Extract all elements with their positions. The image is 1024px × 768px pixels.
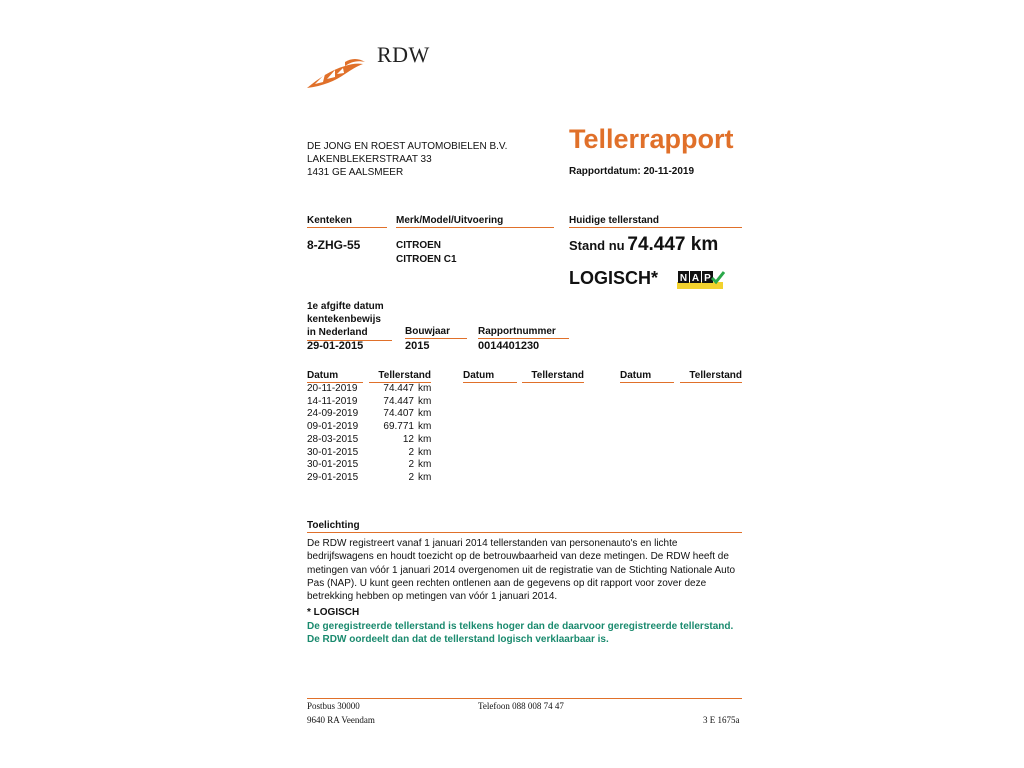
history-stand: 2 <box>408 446 414 458</box>
afgifte-value: 29-01-2015 <box>307 340 364 352</box>
history-datum: 30-01-2015 <box>307 459 359 471</box>
history-stand-header-1: Tellerstand <box>369 370 431 383</box>
history-datum: 30-01-2015 <box>307 446 359 458</box>
footer-plaats: 9640 RA Veendam <box>307 715 375 725</box>
history-row <box>307 459 431 472</box>
bouwjaar-value: 2015 <box>405 340 430 352</box>
history-datum-header-2: Datum <box>463 370 517 383</box>
current-stand <box>569 234 718 256</box>
nap-badge <box>677 270 725 293</box>
history-datum-header-3: Datum <box>620 370 674 383</box>
history-datum: 29-01-2015 <box>307 471 359 483</box>
merk-line-2: CITROEN C1 <box>396 254 457 265</box>
toelichting-label: Toelichting <box>307 520 742 533</box>
logisch-text: De geregistreerde tellerstand is telkens hoger dan de daarvoor geregistreerde tellerstand. De RDW oordeelt dan dat de tellerstand logisch verklaarbaar is. <box>307 621 734 646</box>
footer-postbus: Postbus 30000 <box>307 701 360 711</box>
logo-text: RDW <box>377 42 430 67</box>
logisch-status: LOGISCH* <box>569 268 659 288</box>
merk-label: Merk/Model/Uitvoering <box>396 215 554 228</box>
history-datum: 28-03-2015 <box>307 433 359 445</box>
history-unit: km <box>418 471 432 483</box>
rdw-bird-icon <box>305 48 369 98</box>
history-table <box>307 383 431 485</box>
history-row <box>307 472 431 485</box>
toelichting-text: De RDW registreert vanaf 1 januari 2014 tellerstanden van personenauto's en lichte bedrijfswagens en houdt toezicht op de betrouwbaarheid van deze metingen. De RDW heeft de metingen van vóór 1 januari 2014 overgenomen uit de registratie van de Stichting Nationale Auto Pas (NAP). U kunt geen rechten ontlenen aan de gegevens op dit rapport voor zover deze betrekking hebben op metingen van vóór 1 januari 2014. <box>307 538 736 603</box>
rapportnummer-label: Rapportnummer <box>478 326 569 339</box>
afgifte-label-3: in Nederland <box>307 326 392 341</box>
history-datum-header-1: Datum <box>307 370 363 383</box>
history-unit: km <box>418 395 432 407</box>
sender-line-2: LAKENBLEKERSTRAAT 33 <box>307 154 432 165</box>
history-stand-header-3: Tellerstand <box>680 370 742 383</box>
history-stand: 2 <box>408 471 414 483</box>
history-row <box>307 408 431 421</box>
nap-check-icon <box>677 270 725 290</box>
history-unit: km <box>418 408 432 420</box>
svg-text:A: A <box>691 273 700 284</box>
history-unit: km <box>418 383 432 394</box>
history-stand: 74.447 <box>383 383 414 394</box>
rapportnummer-value: 0014401230 <box>478 340 540 352</box>
footer-telefoon: Telefoon 088 008 74 47 <box>478 701 564 711</box>
history-datum: 09-01-2019 <box>307 421 359 433</box>
footer-code: 3 E 1675a <box>703 715 740 725</box>
history-unit: km <box>418 459 432 471</box>
afgifte-label-1: 1e afgifte datum <box>307 301 384 312</box>
stand-prefix: Stand nu <box>569 238 625 253</box>
bouwjaar-label: Bouwjaar <box>405 326 467 339</box>
stand-value: 74.447 km <box>627 234 719 255</box>
history-unit: km <box>418 433 432 445</box>
history-stand: 69.771 <box>383 421 414 433</box>
kenteken-value: 8-ZHG-55 <box>307 238 361 252</box>
footer-rule <box>307 698 742 699</box>
history-datum: 14-11-2019 <box>307 395 358 407</box>
history-unit: km <box>418 421 432 433</box>
kenteken-label: Kenteken <box>307 215 387 228</box>
history-stand: 2 <box>408 459 414 471</box>
history-stand: 74.407 <box>383 408 414 420</box>
logisch-label: * LOGISCH <box>307 607 360 618</box>
history-stand: 12 <box>402 433 414 445</box>
history-datum: 24-09-2019 <box>307 408 359 420</box>
history-row <box>307 396 431 409</box>
afgifte-label <box>307 300 392 341</box>
report-date: Rapportdatum: 20-11-2019 <box>569 166 695 177</box>
sender-address <box>307 140 507 179</box>
history-row <box>307 434 431 447</box>
svg-text:N: N <box>679 273 688 284</box>
history-stand: 74.447 <box>383 395 414 407</box>
history-stand-header-2: Tellerstand <box>522 370 584 383</box>
afgifte-label-2: kentekenbewijs <box>307 314 381 325</box>
history-row <box>307 421 431 434</box>
merk-line-1: CITROEN <box>396 240 441 251</box>
huidige-label: Huidige tellerstand <box>569 215 742 228</box>
svg-text:P: P <box>704 273 711 284</box>
history-unit: km <box>418 446 432 458</box>
history-row <box>307 383 431 396</box>
sender-line-1: DE JONG EN ROEST AUTOMOBIELEN B.V. <box>307 141 508 152</box>
sender-line-3: 1431 GE AALSMEER <box>307 167 404 178</box>
report-title: Tellerrapport <box>569 124 734 154</box>
history-row <box>307 447 431 460</box>
history-datum: 20-11-2019 <box>307 383 358 394</box>
